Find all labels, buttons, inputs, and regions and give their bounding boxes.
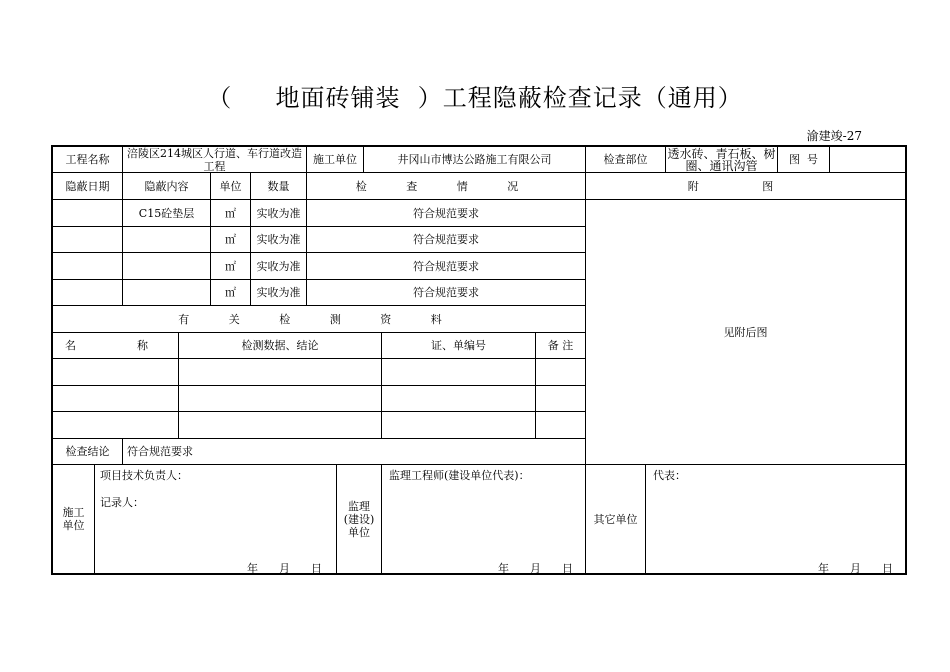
- test-col-name: 名 称: [65, 339, 166, 352]
- drawing-no-value: [830, 147, 905, 172]
- row-unit: ㎡: [225, 206, 236, 220]
- conclusion-label: 检查结论: [65, 445, 110, 458]
- tech-lead-label: 项目技术负责人：: [100, 469, 188, 482]
- col-inspection-header: 检 查 情 况: [355, 179, 537, 193]
- drawing-no-label: 图 号: [789, 153, 818, 166]
- other-unit-label: 其它单位: [593, 512, 638, 526]
- test-col-data: 检测数据、结论: [241, 339, 319, 352]
- recorder-label: 记录人：: [100, 496, 144, 509]
- col-content-header: 隐蔽内容: [144, 179, 189, 193]
- supervisor-label: 监理工程师(建设单位代表)：: [389, 469, 530, 482]
- row-qty: 实收为准: [256, 233, 301, 246]
- row-date: [53, 253, 122, 279]
- row-date: [53, 227, 122, 252]
- project-name-label: 工程名称: [65, 153, 110, 166]
- row-qty: 实收为准: [256, 206, 301, 220]
- page-title: （ 地面砖铺装 ）工程隐蔽检查记录（通用）: [207, 84, 743, 112]
- test-col-remark: 备 注: [547, 339, 574, 352]
- project-name-value: 涪陵区214城区人行道、车行道改造工程: [127, 146, 302, 173]
- row-content: C15砼垫层: [138, 206, 195, 220]
- row-date: [53, 200, 122, 226]
- row-content: [123, 280, 210, 305]
- construction-unit-label: 施工 单位: [62, 506, 85, 532]
- test-col-cert: 证、单编号: [431, 339, 486, 352]
- attachment-note: 见附后图: [723, 325, 768, 339]
- row-inspection: 符合规范要求: [413, 233, 479, 246]
- row-qty: 实收为准: [256, 286, 301, 299]
- row-unit: ㎡: [225, 233, 236, 246]
- supervision-date: 年 月 日: [498, 562, 573, 575]
- representative-label: 代表：: [653, 469, 686, 482]
- supervision-unit-label: 监理 (建设) 单位: [343, 499, 375, 539]
- row-qty: 实收为准: [256, 259, 301, 273]
- location-value: 透水砖、青石板、树圈、通讯沟管: [667, 146, 776, 173]
- row-inspection: 符合规范要求: [413, 286, 479, 299]
- location-label: 检查部位: [603, 153, 648, 166]
- row-inspection: 符合规范要求: [413, 259, 479, 273]
- contractor-value: 井冈山市博达公路施工有限公司: [397, 153, 552, 166]
- construction-date: 年 月 日: [247, 562, 322, 575]
- row-content: [123, 227, 210, 252]
- test-section-title: 有 关 检 测 资 料: [178, 312, 460, 326]
- conclusion-value: 符合规范要求: [127, 445, 193, 458]
- document-code: 渝建竣-27: [806, 129, 862, 143]
- row-date: [53, 280, 122, 305]
- col-date-header: 隐蔽日期: [65, 179, 110, 193]
- contractor-label: 施工单位: [313, 153, 357, 166]
- row-unit: ㎡: [225, 259, 236, 273]
- row-unit: ㎡: [225, 286, 236, 299]
- other-date: 年 月 日: [818, 562, 893, 575]
- row-content: [123, 253, 210, 279]
- col-attachment-header: 附 图: [687, 179, 804, 193]
- col-unit-header: 单位: [219, 179, 242, 193]
- col-qty-header: 数量: [267, 179, 290, 193]
- row-inspection: 符合规范要求: [413, 206, 479, 220]
